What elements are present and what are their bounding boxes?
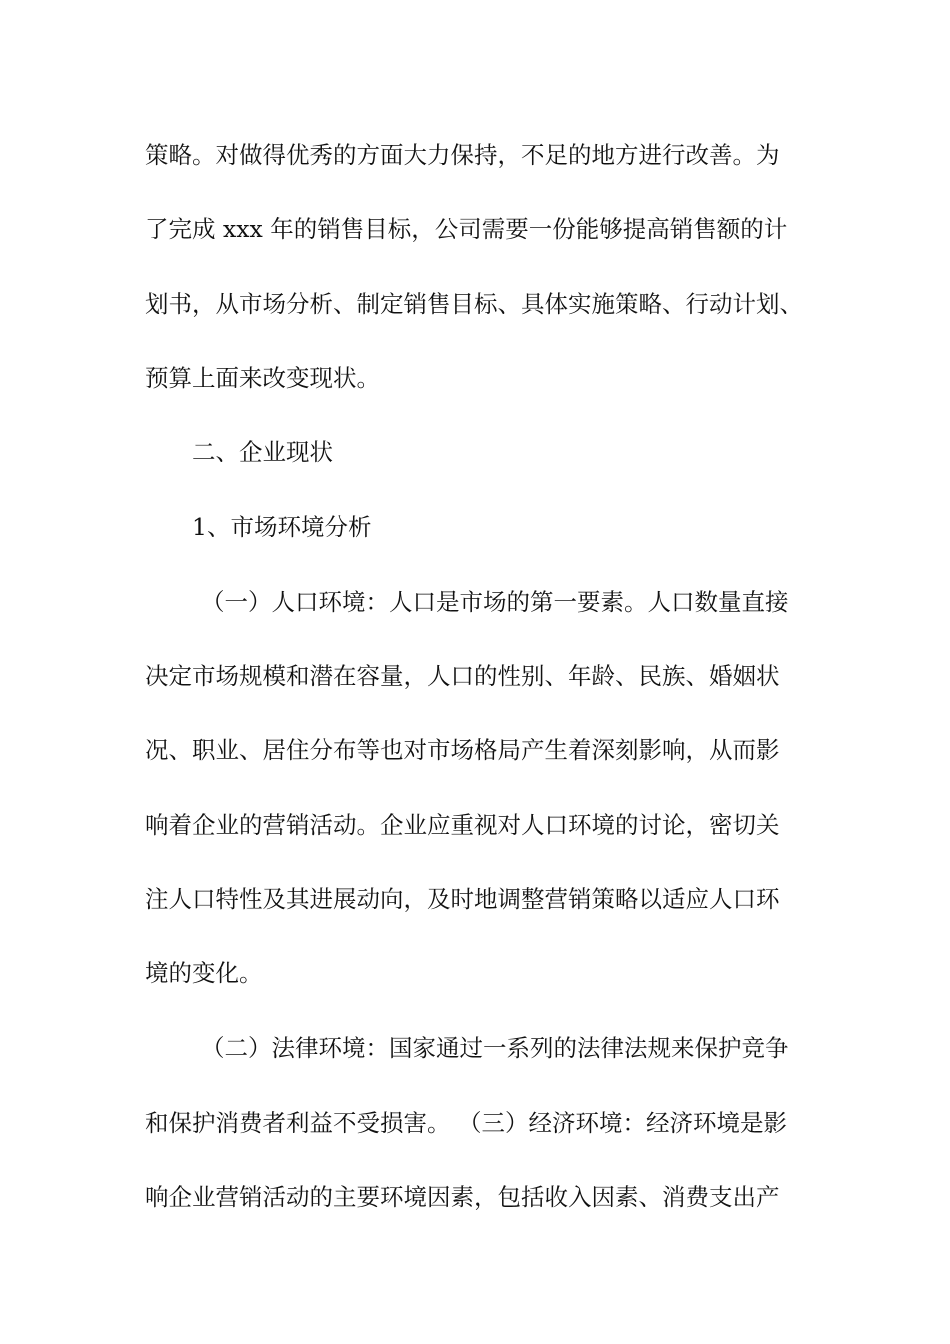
- subsection-heading: 1、市场环境分析: [192, 513, 372, 541]
- text-line: 策略。对做得优秀的方面大力保持，不足的地方进行改善。为: [145, 141, 780, 169]
- text-line: 况、职业、居住分布等也对市场格局产生着深刻影响，从而影: [145, 736, 780, 764]
- text-line: 境的变化。: [145, 959, 263, 987]
- text-line: 划书，从市场分析、制定销售目标、具体实施策略、行动计划、: [145, 290, 803, 318]
- text-line: 和保护消费者利益不受损害。 （三）经济环境：经济环境是影: [145, 1109, 787, 1137]
- text-line: 响着企业的营销活动。企业应重视对人口环境的讨论，密切关: [145, 811, 780, 839]
- text-line: 了完成 xxx 年的销售目标，公司需要一份能够提高销售额的计: [145, 215, 788, 243]
- text-line: 预算上面来改变现状。: [145, 364, 380, 392]
- text-line: （二）法律环境：国家通过一系列的法律法规来保护竞争: [201, 1034, 789, 1062]
- section-heading: 二、企业现状: [192, 438, 333, 466]
- text-line: 注人口特性及其进展动向，及时地调整营销策略以适应人口环: [145, 885, 780, 913]
- text-line: 响企业营销活动的主要环境因素，包括收入因素、消费支出产: [145, 1183, 780, 1211]
- text-line: 决定市场规模和潜在容量，人口的性别、年龄、民族、婚姻状: [145, 662, 780, 690]
- text-line: （一）人口环境：人口是市场的第一要素。人口数量直接: [201, 588, 789, 616]
